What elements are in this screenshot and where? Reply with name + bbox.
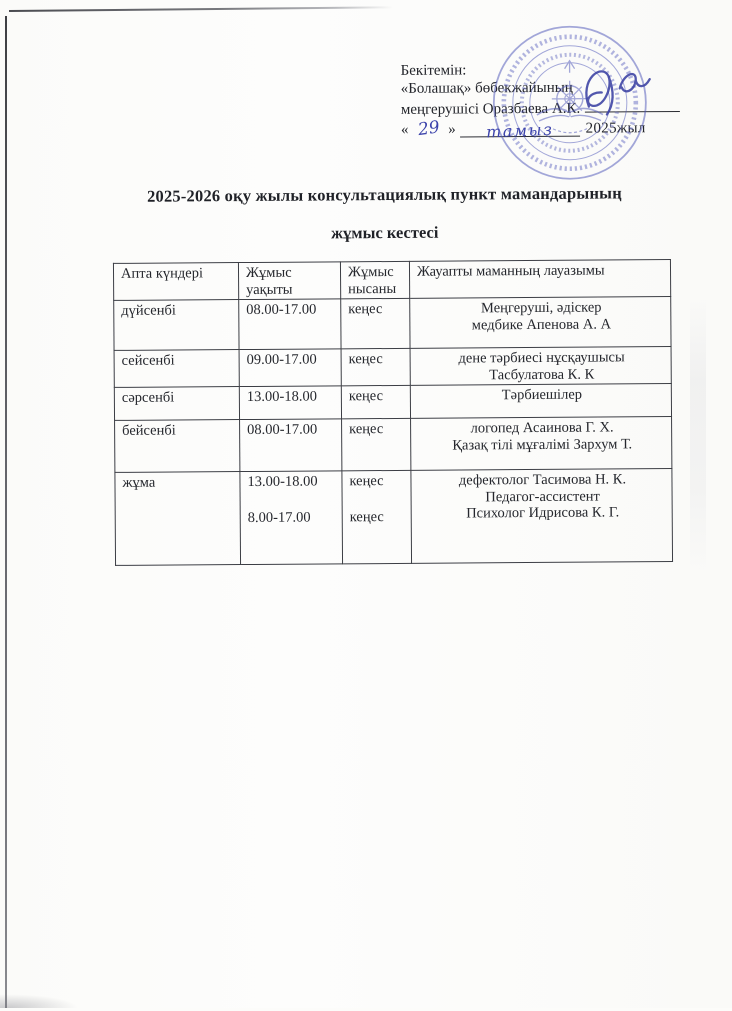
table-row-tuesday bbox=[114, 347, 671, 388]
responsible-cell bbox=[411, 469, 673, 564]
responsible-cell bbox=[410, 347, 671, 386]
responsible-cell bbox=[410, 384, 671, 419]
approval-block bbox=[401, 60, 692, 140]
document-title-line-2: жұмыс кестесі bbox=[331, 222, 439, 243]
time-entry: 13.00-18.00 bbox=[247, 473, 318, 490]
form-cell: кеңес bbox=[341, 348, 410, 385]
table-row-thursday bbox=[115, 417, 672, 473]
handwritten-month: тамыз bbox=[485, 119, 554, 142]
form-entry: кеңес bbox=[349, 508, 384, 525]
table-row-wednesday bbox=[114, 384, 671, 421]
responsible-line: логопед Асаинова Г. Х. bbox=[470, 419, 614, 437]
signature-line bbox=[585, 97, 680, 113]
table-row-monday bbox=[114, 297, 671, 351]
table-row-friday bbox=[115, 469, 673, 566]
quote-open: « bbox=[400, 122, 409, 139]
time-entry: 8.00-17.00 bbox=[247, 509, 311, 526]
day-cell: бейсенбі bbox=[115, 420, 240, 473]
form-cell: кеңес bbox=[341, 385, 410, 418]
form-cell bbox=[342, 470, 412, 563]
document-title-line-1: 2025-2026 оқу жылы консультациялық пункт мамандарының bbox=[146, 183, 622, 206]
time-cell: 08.00-17.00 bbox=[239, 299, 341, 350]
time-cell: 13.00-18.00 bbox=[239, 386, 341, 420]
header-work-time: Жұмыс уақыты bbox=[238, 262, 340, 300]
table-header-row bbox=[113, 260, 670, 301]
form-entry: кеңес bbox=[349, 473, 384, 490]
time-cell bbox=[240, 471, 343, 565]
time-cell: 08.00-17.00 bbox=[240, 419, 342, 472]
header-responsible: Жауапты маманның лауазымы bbox=[409, 260, 670, 299]
header-weekdays: Апта күндері bbox=[113, 263, 238, 301]
day-cell: сейсенбі bbox=[114, 350, 239, 388]
responsible-cell bbox=[411, 417, 672, 471]
approval-line-1: Бекітемін: bbox=[400, 62, 467, 79]
responsible-cell bbox=[410, 297, 671, 349]
responsible-line: Педагог-ассистент bbox=[485, 488, 600, 505]
day-cell: сәрсенбі bbox=[114, 387, 239, 421]
approval-line-2: «Болашақ» бөбекжайының bbox=[400, 80, 573, 98]
month-underline bbox=[460, 119, 580, 142]
form-cell: кеңес bbox=[341, 298, 410, 348]
day-cell: жұма bbox=[115, 472, 241, 566]
responsible-line: Меңгеруші, әдіскер bbox=[480, 299, 602, 317]
responsible-line: Тәрбиешілер bbox=[501, 386, 583, 404]
responsible-line: Тасбулатова К. К bbox=[489, 366, 595, 383]
schedule-table bbox=[113, 259, 673, 566]
form-cell: кеңес bbox=[342, 418, 411, 470]
responsible-line: Психолог Идрисова К. Г. bbox=[466, 504, 620, 522]
day-cell: дүйсенбі bbox=[114, 300, 239, 351]
approval-line-3 bbox=[401, 97, 691, 119]
responsible-line: Қазақ тілі мұғалімі Зархум Т. bbox=[452, 435, 633, 454]
responsible-line: медбике Апенова А. А bbox=[471, 315, 612, 333]
quote-close: » bbox=[448, 121, 456, 138]
time-cell: 09.00-17.00 bbox=[239, 349, 341, 387]
responsible-line: дене тәрбиесі нұсқаушысы bbox=[458, 349, 625, 367]
approval-year: 2025жыл bbox=[585, 120, 646, 137]
approval-date-line bbox=[400, 117, 691, 142]
responsible-line: дефектолог Тасимова Н. К. bbox=[458, 471, 627, 489]
header-work-form: Жұмыс нысаны bbox=[340, 261, 409, 298]
handwritten-day: 29 bbox=[416, 117, 441, 141]
approval-manager-name: меңгерушісі Оразбаева А.К. bbox=[400, 100, 581, 118]
